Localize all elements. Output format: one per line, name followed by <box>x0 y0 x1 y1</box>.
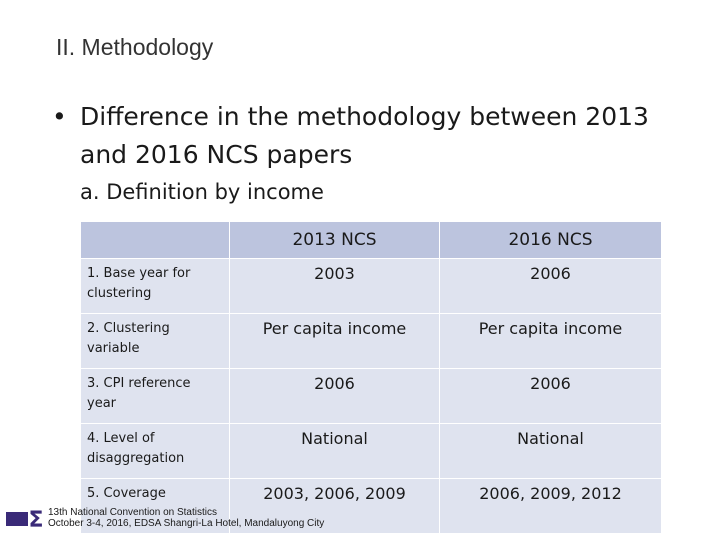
row-label: 4. Level of disaggregation <box>81 424 230 479</box>
value-2016: 2006, 2009, 2012 <box>440 479 662 534</box>
value-2013: 2003 <box>230 259 440 314</box>
value-2013: 2003, 2006, 2009 <box>230 479 440 534</box>
footer-line-1: 13th National Convention on Statistics <box>48 507 217 518</box>
sigma-glyph: Σ <box>28 508 44 531</box>
value-2013: National <box>230 424 440 479</box>
value-2016: 2006 <box>440 369 662 424</box>
row-label: 1. Base year for clustering <box>81 259 230 314</box>
table-header-row <box>81 222 662 259</box>
value-2016: 2006 <box>440 259 662 314</box>
table-row <box>81 259 662 314</box>
value-2016: Per capita income <box>440 314 662 369</box>
header-2016: 2016 NCS <box>440 222 662 259</box>
row-label: 5. Coverage <box>81 479 230 534</box>
value-2013: Per capita income <box>230 314 440 369</box>
header-empty <box>81 222 230 259</box>
footer <box>48 507 324 529</box>
footer-line-2: October 3-4, 2016, EDSA Shangri-La Hotel, Mandaluyong City <box>48 518 325 529</box>
value-2013: 2006 <box>230 369 440 424</box>
value-2016: National <box>440 424 662 479</box>
section-title: II. Methodology <box>56 34 214 60</box>
methodology-table <box>80 221 662 534</box>
table-row <box>81 424 662 479</box>
bullet-dot: • <box>52 102 67 131</box>
bullet-text: Difference in the methodology between 2013 and 2016 NCS papers <box>80 102 649 169</box>
row-label: 2. Clustering variable <box>81 314 230 369</box>
subheading: a. Definition by income <box>80 180 324 204</box>
table-row <box>81 314 662 369</box>
row-label: 3. CPI reference year <box>81 369 230 424</box>
sigma-logo-icon <box>6 507 46 531</box>
table-row <box>81 369 662 424</box>
header-2013: 2013 NCS <box>230 222 440 259</box>
